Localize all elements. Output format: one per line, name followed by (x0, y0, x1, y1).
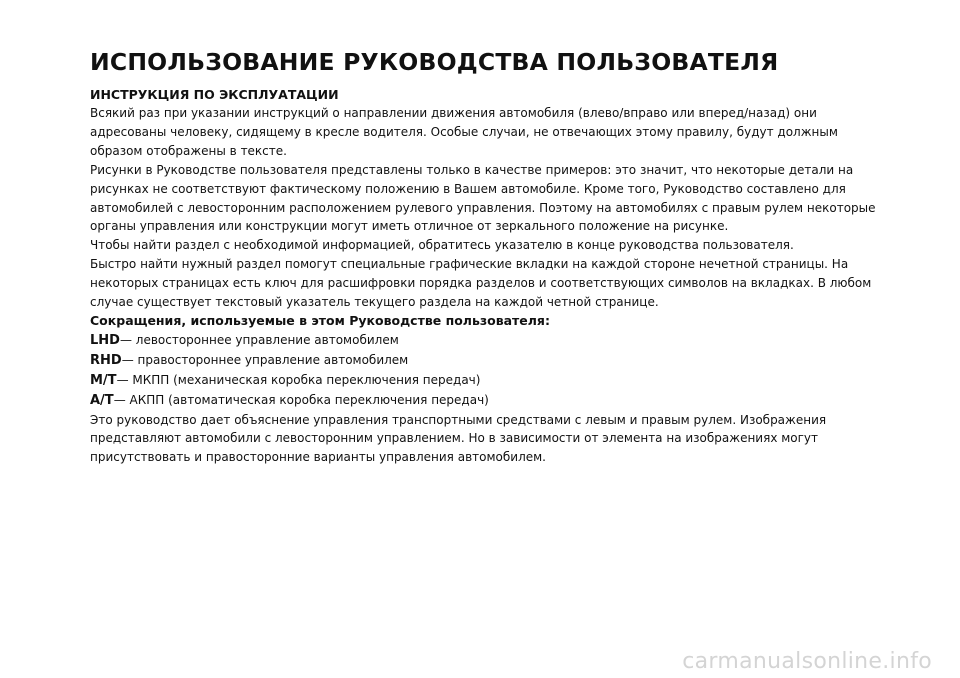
page-title: ИСПОЛЬЗОВАНИЕ РУКОВОДСТВА ПОЛЬЗОВАТЕЛЯ (90, 48, 779, 76)
paragraph-index: Чтобы найти раздел с необходимой информацией, обратитесь указателю в конце руководства пользователя. (90, 238, 794, 253)
paragraph-tabs: Быстро найти нужный раздел помогут специальные графические вкладки на каждой стороне нечетной страницы. На некоторых страницах есть ключ для расшифровки порядка разделов и соответствующих символов на вкладках. В любом случае существует текстовый указатель текущего раздела на каждой четной странице. (90, 257, 872, 310)
abbreviation-text: — правостороннее управление автомобилем (121, 352, 409, 367)
abbreviations-heading: Сокращения, используемые в этом Руководстве пользователя: (90, 312, 550, 328)
paragraph-direction: Всякий раз при указании инструкций о направлении движения автомобиля (влево/вправо или вперед/назад) они адресованы человеку, сидящему в кресле водителя. Особые случаи, не отвечающих этому правилу, будут должным образом отображены в тексте. (90, 106, 838, 158)
abbreviation-text: — АКПП (автоматическая коробка переключения передач) (113, 392, 489, 407)
abbreviation-key: LHD (90, 332, 120, 348)
paragraph-illustrations: Рисунки в Руководстве пользователя представлены только в качестве примеров: это значит, что некоторые детали на рисунках не соответствуют фактическому положению в Вашем автомобиле. Кроме того, Руководство составлено для автомобилей с левосторонним расположением рулевого управления. Поэтому на автомобилях с правым рулем некоторые органы управления или конструкции могут иметь отличное от зеркального положение на рисунке. (90, 162, 876, 234)
abbreviation-row (90, 391, 890, 411)
watermark: carmanualsonline.info (682, 649, 932, 674)
abbreviation-row (90, 331, 890, 351)
paragraph-closing: Это руководство дает объяснение управления транспортными средствами с левым и правым рулем. Изображения представляют автомобили с левосторонним управлением. Но в зависимости от элемента на изображениях могут присутствовать и правосторонние варианты управления автомобилем. (90, 412, 827, 465)
manual-page (90, 44, 890, 467)
abbreviation-key: A/T (90, 392, 114, 408)
abbreviation-key: RHD (90, 352, 122, 368)
abbreviation-key: M/T (90, 372, 117, 388)
section-title: ИНСТРУКЦИЯ ПО ЭКСПЛУАТАЦИИ (90, 87, 339, 102)
abbreviation-text: — МКПП (механическая коробка переключения передач) (116, 372, 481, 387)
abbreviation-row (90, 371, 890, 391)
abbreviation-row (90, 351, 890, 371)
abbreviation-text: — левостороннее управление автомобилем (119, 332, 399, 347)
